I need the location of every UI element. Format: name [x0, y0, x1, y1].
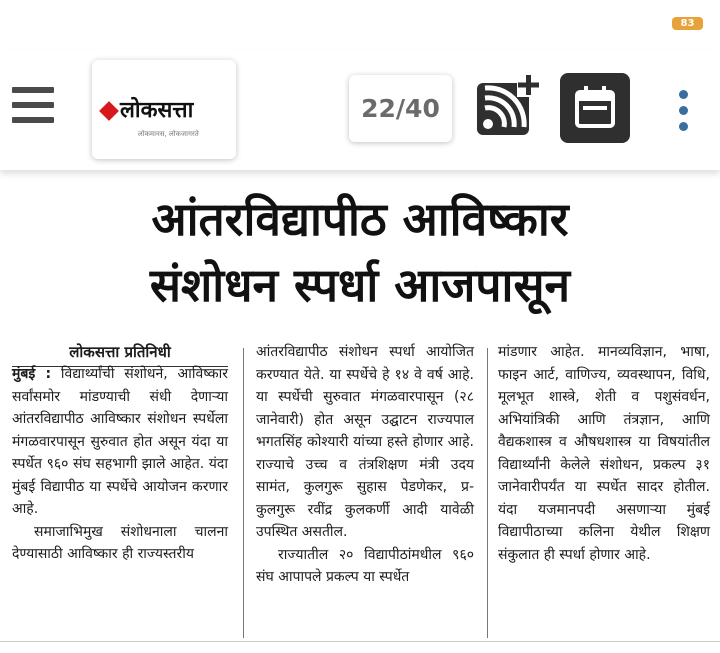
- column-1-text: विद्यार्थ्यांची संशोधने, आविष्कार सर्वांसमोर मांडण्याची संधी देणाऱ्या आंतरविद्यापीठ आविष्कार संशोधन स्पर्धेला मंगळवारपासून सुरुवात होत असून यंदा या स्पर्धेत ९६० संघ सहभागी झाले आहेत. यंदा मुंबई विद्यापीठ या स्पर्धेचे आयोजन करणार आहे.: [12, 366, 229, 517]
- column-2-paragraph-2: राज्यातील २० विद्यापीठांमधील ९६० संघ आपापले प्रकल्प या स्पर्धेत: [256, 546, 474, 585]
- column-1-paragraph-2: समाजाभिमुख संशोधनाला चालना देण्यासाठी आविष्कार ही राज्यस्तरीय: [12, 523, 228, 562]
- article-column-2: [256, 341, 474, 589]
- column-3-paragraph-1: मांडणार आहेत. मानव्यविज्ञान, भाषा, फाइन आर्ट, वाणिज्य, व्यवस्थापन, विधि, मूलभूत शास्त्रे, शेती व पशुसंवर्धन, अभियांत्रिकी आणि तंत्रज्ञान, आणि वैद्यकशास्त्र व औषधशास्त्र या विषयांतील विद्यार्थ्यांनी केलेले संशोधन, प्रकल्प ३१ जानेवारीपर्यंत या स्पर्धेत सादर होतील. यंदा यजमानपदी असणाऱ्या मुंबई विद्यापीठाच्या कलिना येथील शिक्षण संकुलात ही स्पर्धा होणार आहे.: [498, 344, 710, 563]
- logo-text: लोकसत्ता: [120, 98, 194, 123]
- article-headline: [0, 186, 720, 318]
- rss-add-icon[interactable]: [473, 73, 541, 141]
- more-vert-icon[interactable]: [676, 90, 690, 136]
- column-divider: [243, 348, 244, 638]
- battery-indicator: 83: [672, 17, 703, 30]
- publication-logo-card[interactable]: [92, 60, 236, 159]
- logo-tagline: लोकमानस, लोकजागरते: [138, 130, 199, 138]
- headline-line-2: संशोधन स्पर्धा आजपासून: [149, 258, 571, 312]
- bottom-divider: [0, 641, 720, 642]
- column-1-paragraph-1: [12, 363, 228, 521]
- app-bar: [0, 50, 720, 170]
- calendar-icon: [560, 73, 630, 143]
- byline: लोकसत्ता प्रतिनिधी: [69, 343, 171, 361]
- article-column-1: [12, 363, 228, 566]
- column-divider: [487, 348, 488, 638]
- page-counter-button[interactable]: 22/40: [349, 75, 452, 142]
- logo: [102, 98, 228, 124]
- headline-line-1: आंतरविद्यापीठ आविष्कार: [151, 192, 569, 246]
- calendar-button[interactable]: [560, 73, 630, 143]
- article-column-3: [498, 341, 710, 566]
- column-2-paragraph-1: आंतरविद्यापीठ संशोधन स्पर्धा आयोजित करण्यात येते. या स्पर्धेचे हे १४ वे वर्ष आहे. या स्पर्धेची सुरुवात मंगळवारपासून (२८ जानेवारी) होत असून उद्घाटन राज्यपाल भगतसिंह कोश्यारी यांच्या हस्ते होणार आहे. राज्याचे उच्च व तंत्रशिक्षण मंत्री उदय सामंत, कुलगुरू सुहास पेडणेकर, प्र-कुलगुरू रवींद्र कुलकर्णी आदी यावेळी उपस्थित असतील.: [256, 344, 474, 540]
- logo-diamond-icon: [99, 101, 119, 121]
- dateline: मुंबई :: [12, 366, 52, 382]
- menu-icon[interactable]: [12, 87, 54, 123]
